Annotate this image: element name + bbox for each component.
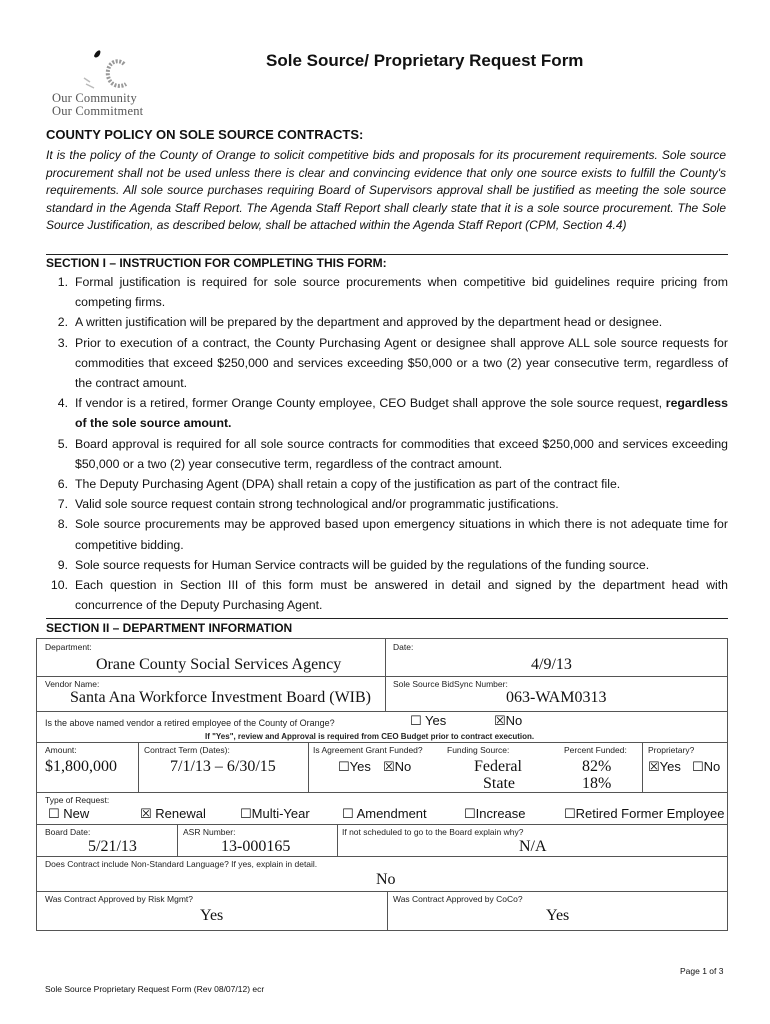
department-value[interactable]: Orane County Social Services Agency (96, 656, 342, 673)
logo-tagline (52, 92, 143, 118)
instruction-list (46, 272, 728, 615)
checkbox-empty-icon: ☐ (240, 806, 252, 821)
divider (46, 618, 728, 619)
list-item: 7. Valid sole source request contain strong technological and/or programmatic justifications. (57, 497, 559, 512)
vendor-value[interactable]: Santa Ana Workforce Investment Board (WIB) (70, 689, 371, 706)
checkbox-checked-icon: ☒ (383, 759, 395, 774)
coco-label: Was Contract Approved by CoCo? (393, 894, 523, 904)
term-value[interactable]: 7/1/13 – 6/30/15 (170, 758, 276, 775)
proprietary-yes-checkbox[interactable]: ☒Yes (648, 759, 681, 774)
bidsync-value[interactable]: 063-WAM0313 (506, 689, 607, 706)
grant-no-checkbox[interactable]: ☒No (383, 759, 412, 774)
vendor-label: Vendor Name: (45, 679, 100, 689)
type-renewal-checkbox[interactable]: ☒ Renewal (140, 806, 206, 821)
list-item: 1. Formal justification is required for sole source procurements when competitive bid guidelines require pricing from competing firms. (57, 275, 728, 310)
checkbox-empty-icon: ☐ (464, 806, 476, 821)
retired-question: Is the above named vendor a retired employee of the County of Orange? (45, 718, 335, 728)
list-item: 2. A written justification will be prepared by the department and approved by the department head or designee. (57, 315, 663, 330)
type-amendment-checkbox[interactable]: ☐ Amendment (342, 806, 427, 821)
type-retired-checkbox[interactable]: ☐Retired Former Employee (564, 806, 725, 821)
logo-line-1: Our Community (52, 91, 137, 105)
bidsync-label: Sole Source BidSync Number: (393, 679, 508, 689)
type-label: Type of Request: (45, 795, 110, 805)
type-new-checkbox[interactable]: ☐ New (48, 806, 90, 821)
retired-note: If "Yes", review and Approval is required from CEO Budget prior to contract execution. (205, 732, 535, 741)
percent-value-2[interactable]: 18% (582, 775, 612, 792)
percent-label: Percent Funded: (564, 745, 627, 755)
form-revision: Sole Source Proprietary Request Form (Rev 08/07/12) ecr (45, 984, 265, 994)
date-value[interactable]: 4/9/13 (531, 656, 572, 673)
percent-value-1[interactable]: 82% (582, 758, 612, 775)
coco-value[interactable]: Yes (546, 907, 570, 924)
checkbox-empty-icon: ☐ (338, 759, 350, 774)
divider (46, 254, 728, 255)
list-item: 6. The Deputy Purchasing Agent (DPA) shall retain a copy of the justification as part of the contract file. (57, 477, 621, 492)
checkbox-checked-icon: ☒ (494, 713, 506, 728)
county-logo-icon (82, 48, 134, 96)
checkbox-checked-icon: ☒ (140, 806, 152, 821)
logo-line-2: Our Commitment (52, 104, 144, 118)
checkbox-empty-icon: ☐ (342, 806, 354, 821)
checkbox-empty-icon: ☐ (692, 759, 704, 774)
list-item: 8. Sole source procurements may be approved based upon emergency situations in which there is not adequate time for competitive bidding. (57, 517, 728, 552)
list-item: 4. If vendor is a retired, former Orange County employee, CEO Budget shall approve the sole source request, regardless of the sole source amount. (57, 396, 728, 431)
funding-label: Funding Source: (447, 745, 510, 755)
grant-label: Is Agreement Grant Funded? (313, 745, 423, 755)
type-multi-year-checkbox[interactable]: ☐Multi-Year (240, 806, 310, 821)
checkbox-empty-icon: ☐ (48, 806, 60, 821)
list-item: 9. Sole source requests for Human Service contracts will be guided by the regulations of the funding source. (57, 557, 650, 572)
board-date-value[interactable]: 5/21/13 (88, 838, 137, 855)
term-label: Contract Term (Dates): (144, 745, 230, 755)
board-date-label: Board Date: (45, 827, 91, 837)
date-label: Date: (393, 642, 414, 652)
board-explain-label: If not scheduled to go to the Board explain why? (342, 827, 524, 837)
proprietary-no-checkbox[interactable]: ☐No (692, 759, 721, 774)
section-1-heading: SECTION I – INSTRUCTION FOR COMPLETING THIS FORM: (46, 256, 387, 270)
risk-value[interactable]: Yes (200, 907, 224, 924)
proprietary-label: Proprietary? (648, 745, 695, 755)
retired-yes-checkbox[interactable]: ☐ Yes (410, 713, 447, 728)
nonstandard-value[interactable]: No (376, 871, 396, 888)
grant-yes-checkbox[interactable]: ☐Yes (338, 759, 371, 774)
retired-no-checkbox[interactable]: ☒No (494, 713, 523, 728)
nonstandard-label: Does Contract include Non-Standard Language? If yes, explain in detail. (45, 859, 318, 869)
funding-value-2[interactable]: State (483, 775, 515, 792)
list-item: 10. Each question in Section III of this form must be answered in detail and signed by the department head with concurrence of the Deputy Purchasing Agent. (50, 578, 728, 613)
checkbox-empty-icon: ☐ (410, 713, 422, 728)
list-item: 5. Board approval is required for all sole source contracts for commodities that exceed $250,000 and services exceeding $50,000 or a two (2) year consecutive term, regardless of the contract amount. (57, 436, 728, 471)
asr-value[interactable]: 13-000165 (221, 838, 291, 855)
type-increase-checkbox[interactable]: ☐Increase (464, 806, 526, 821)
policy-text: It is the policy of the County of Orange to solicit competitive bids and proposals for its procurement requirements. Sole source procurement shall not be used unless there is clear and convincing evidence that only one source exists to fulfill the County's requirements. All sole source purchases requiring Board of Supervisors approval shall be justified as meeting the sole source standard in the Agenda Staff Report. The Agenda Staff Report shall clearly state that it is a sole source procurement. The Sole Source Justification, as described below, shall be attached within the Agenda Staff Report (CPM, Section 4.4) (46, 148, 726, 233)
checkbox-checked-icon: ☒ (648, 759, 660, 774)
checkbox-empty-icon: ☐ (564, 806, 576, 821)
section-2-heading: SECTION II – DEPARTMENT INFORMATION (46, 621, 293, 635)
page-number: Page 1 of 3 (680, 966, 724, 976)
funding-value-1[interactable]: Federal (474, 758, 522, 775)
board-explain-value[interactable]: N/A (519, 838, 547, 855)
asr-label: ASR Number: (183, 827, 236, 837)
form-title: Sole Source/ Proprietary Request Form (266, 51, 584, 70)
department-label: Department: (45, 642, 92, 652)
policy-heading: COUNTY POLICY ON SOLE SOURCE CONTRACTS: (46, 127, 364, 142)
risk-label: Was Contract Approved by Risk Mgmt? (45, 894, 194, 904)
amount-label: Amount: (45, 745, 77, 755)
amount-value[interactable]: $1,800,000 (45, 758, 117, 775)
list-item: 3. Prior to execution of a contract, the County Purchasing Agent or designee shall approve ALL sole source requests for commodities that exceed $250,000 and services exceeding $50,000 or a two (2) year consecutive term, regardless of the contract amount. (57, 335, 728, 391)
